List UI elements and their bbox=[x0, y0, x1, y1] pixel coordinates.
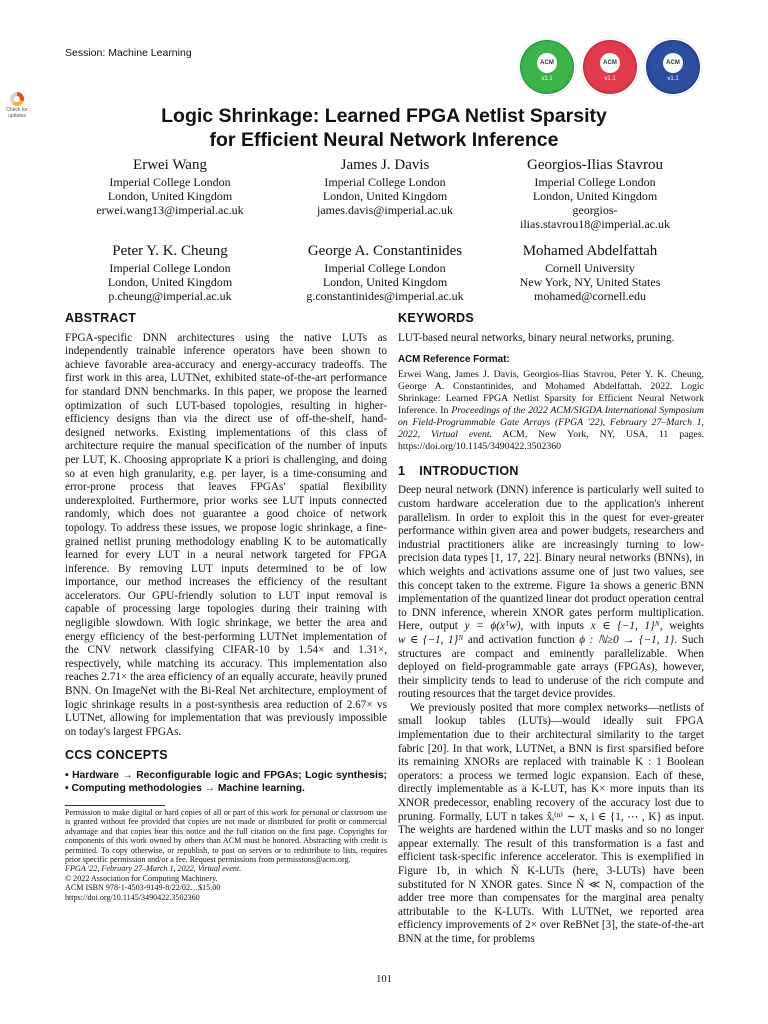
author-affiliation: Imperial College London bbox=[109, 175, 231, 189]
acm-seal-icon: ACM bbox=[663, 53, 683, 73]
equation-activation: ϕ : ℕ≥0 → {−1, 1} bbox=[579, 633, 675, 646]
results-reproduced-badge bbox=[644, 38, 702, 96]
author-block bbox=[480, 156, 710, 231]
author-affiliation: Imperial College London bbox=[534, 175, 656, 189]
keywords-heading: KEYWORDS bbox=[398, 311, 475, 325]
artifacts-functional-badge bbox=[581, 38, 639, 96]
author-name: Georgios-Ilias Stavrou bbox=[527, 157, 663, 173]
abstract-heading: ABSTRACT bbox=[65, 311, 137, 325]
footnote-divider bbox=[65, 805, 165, 806]
venue-line: FPGA '22, February 27–March 1, 2022, Virtual event. bbox=[65, 864, 242, 874]
acm-reference-plain: Erwei Wang, James J. Davis, Georgios-Ilias Stavrou, Peter Y. K. Cheung, George A. Constantinides, and Mohamed Abdelfattah. 2022. Logic Shrinkage: Learned FPGA Netlist Sparsity for Efficient Neural Network Inference. In bbox=[398, 368, 704, 416]
ccs-text: • Hardware → Reconfigurable logic and FPGAs; Logic synthesis; • Computing methodologies → Machine learning. bbox=[65, 770, 387, 794]
right-column bbox=[398, 312, 704, 947]
session-label: Session: Machine Learning bbox=[65, 47, 192, 59]
copyright-line: © 2022 Association for Computing Machinery. bbox=[65, 873, 218, 883]
badge-version: v1.1 bbox=[541, 75, 553, 82]
author-affiliation: Imperial College London bbox=[324, 261, 446, 275]
author-email[interactable]: erwei.wang13@imperial.ac.uk bbox=[96, 203, 244, 217]
check-updates-line1: Check for bbox=[6, 107, 28, 113]
author-location: London, United Kingdom bbox=[532, 189, 658, 203]
acm-seal-icon: ACM bbox=[537, 53, 557, 73]
author-block bbox=[270, 156, 500, 217]
badge-version: v1.1 bbox=[667, 75, 679, 82]
artifacts-available-badge bbox=[518, 38, 576, 96]
acm-reference-venue: Proceedings of the 2022 ACM/SIGDA International Symposium on Field-Programmable Gate Arrays (FPGA '22), February 27–March 1, 2022, Virtual event. bbox=[398, 404, 704, 440]
author-email[interactable]: p.cheung@imperial.ac.uk bbox=[108, 289, 232, 303]
intro-p1-text-e: . Such structures are compact and eminently parallelizable. When deployed on field-programmable gate arrays (FPGAs), however, their simplicity tends to lead to underuse of the rich compute and routing resources that the target device provides. bbox=[398, 633, 704, 701]
title-line-2: for Efficient Neural Network Inference bbox=[209, 129, 559, 151]
left-column bbox=[65, 312, 387, 795]
intro-paragraph-2: We previously posited that more complex networks—netlists of small lookup tables (LUTs)—would ideally suit FPGA implementation due to their architectural similarity to the target fabric [20]. In that work, LUTNet, a BNN is first sparsified before its remaining XNORs are replaced with trainable K : 1 Boolean operators: a process we termed logic expansion. Each of these, directly implementable as a K-LUT, has K× more inputs than its XNOR predecessor, enabling recovery of the accuracy lost due to pruning. Formally, LUT n takes x̂ᵢ⁽ⁿ⁾ ∼ x, i ∈ {1, ⋯ , K} as input. The weights are hardened within the LUT masks and so no longer appear externally. The result of this transformation is a fast and efficient task-specific inference accelerator. This is exemplified in Figure 1b, in which Ñ K-LUTs (here, 3-LUTs) have been substituted for N XNOR gates. Since Ñ ≪ N, compaction of the adder tree more than compensates for the marginal area penalty attributable to the K-LUTs. With LUTNet, we reported area efficiency improvements of 2× over ReBNet [3], the state-of-the-art BNN at the time, for problems bbox=[398, 701, 704, 945]
section-number: 1 bbox=[398, 463, 406, 478]
equation-weights: w ∈ {−1, 1}ᴺ bbox=[398, 633, 464, 646]
author-email[interactable]: georgios- bbox=[572, 203, 618, 217]
ccs-heading: CCS CONCEPTS bbox=[65, 748, 168, 763]
section-title: INTRODUCTION bbox=[419, 463, 519, 478]
isbn-line: ACM ISBN 978-1-4503-9149-8/22/02…$15.00 bbox=[65, 883, 221, 893]
acm-reference-heading: ACM Reference Format: bbox=[398, 354, 510, 366]
author-email[interactable]: g.constantinides@imperial.ac.uk bbox=[306, 289, 464, 303]
author-block bbox=[475, 242, 705, 303]
author-block bbox=[55, 156, 285, 217]
author-name: Mohamed Abdelfattah bbox=[522, 243, 658, 259]
author-name: Peter Y. K. Cheung bbox=[112, 243, 228, 259]
author-block bbox=[55, 242, 285, 303]
acm-reference-doi[interactable]: ACM, New York, NY, USA, 11 pages. https://doi.org/10.1145/3490422.3502360 bbox=[398, 428, 704, 452]
intro-p1-text-c: , weights bbox=[659, 620, 704, 633]
equation-output: y = ϕ(xᵀw) bbox=[464, 620, 521, 633]
badge-version: v1.1 bbox=[604, 75, 616, 82]
author-affiliation: Imperial College London bbox=[109, 261, 231, 275]
intro-paragraph-1 bbox=[398, 484, 704, 702]
page-number: 101 bbox=[376, 974, 392, 985]
author-email[interactable]: mohamed@cornell.edu bbox=[533, 289, 646, 303]
abstract-text: FPGA-specific DNN architectures using the native LUTs as independently trainable inference operators have been shown to achieve favorable area-accuracy and energy-accuracy tradeoffs. The first work in this area, LUTNet, exhibited state-of-the-art performance for standard DNN benchmarks. In this paper, we propose the learned optimization of such LUT-based topologies, resulting in higher-efficiency designs than via the direct use of off-the-shelf, hand-designed networks. Existing implementations of this class of architecture require the manual specification of the number of inputs per LUT, K. Choosing appropriate K a priori is challenging, and doing so at even high granularity, e.g. per layer, is a time-consuming and error-prone process that leaves FPGAs' spatial flexibility underexploited. Furthermore, prior works see LUT inputs connected randomly, which does not guarantee a good choice of network topology. To address these issues, we propose logic shrinkage, a fine-grained netlist pruning methodology enabling K to be automatically learned for every LUT in a neural network targeted for FPGA inference. By removing LUT inputs determined to be of low importance, our method increases the efficiency of the resultant accelerators. Our GPU-friendly solution to LUT input removal is capable of processing large topologies during their training with negligible slowdown. With logic shrinkage, we better the area and energy efficiency of the best-performing LUTNet implementation of the CNV network classifying CIFAR-10 by 1.54× and 1.31×, respectively, while matching its accuracy. This implementation also reaches 2.71× the area efficiency of an equally accurate, heavily pruned BNN. On ImageNet with the Bi-Real Net architecture, employment of logic shrinkage results in a post-synthesis area reduction of 2.67× vs LUTNet, allowing for implementation that was previously impossible on today's largest FPGAs. bbox=[65, 331, 387, 738]
author-location: New York, NY, United States bbox=[519, 275, 661, 289]
author-name: George A. Constantinides bbox=[307, 243, 463, 259]
author-location: London, United Kingdom bbox=[107, 275, 233, 289]
intro-p1-text-d: and activation function bbox=[463, 633, 580, 646]
keywords-text: LUT-based neural networks, binary neural networks, pruning. bbox=[398, 331, 675, 344]
check-updates-line2: updates bbox=[8, 112, 26, 119]
intro-p1-text-a: Deep neural network (DNN) inference is particularly well suited to custom hardware acceleration due to the application's inherent parallelism. In order to exploit this in the quest for ever-greater performance within given area and power budgets, researchers and industrial practitioners alike are increasingly turning to low-precision data types [1, 17, 22]. Binary neural networks (BNNs), in which weights and activations assume one of just two values, see this concept taken to the extreme. Figure 1a shows a generic BNN implementation of the quantized linear dot product operation central to DNN inference, wherein XNOR gates perform multiplication. Here, output bbox=[398, 484, 704, 633]
author-name: Erwei Wang bbox=[133, 157, 207, 173]
permission-notice: Permission to make digital or hard copies of all or part of this work for personal or classroom use is granted without fee provided that copies are not made or distributed for profit or commercial advantage and that copies bear this notice and the full citation on the first page. Copyrights for components of this work owned by others than ACM must be honored. Abstracting with credit is permitted. To copy otherwise, or republish, to post on servers or to redistribute to lists, requires prior specific permission and/or a fee. Request permissions from permissions@acm.org. bbox=[65, 808, 387, 865]
author-affiliation: Cornell University bbox=[545, 261, 635, 275]
introduction-heading bbox=[398, 465, 704, 479]
paper-title bbox=[0, 104, 768, 152]
doi-link[interactable]: https://doi.org/10.1145/3490422.3502360 bbox=[65, 892, 200, 902]
acm-reference-text bbox=[398, 369, 704, 453]
title-line-1: Logic Shrinkage: Learned FPGA Netlist Sparsity bbox=[161, 105, 607, 127]
intro-p1-text-b: , with inputs bbox=[520, 620, 591, 633]
author-email[interactable]: ilias.stavrou18@imperial.ac.uk bbox=[519, 217, 670, 231]
author-affiliation: Imperial College London bbox=[324, 175, 446, 189]
copyright-footnote bbox=[65, 808, 387, 902]
author-email[interactable]: james.davis@imperial.ac.uk bbox=[316, 203, 453, 217]
author-location: London, United Kingdom bbox=[107, 189, 233, 203]
author-name: James J. Davis bbox=[340, 157, 430, 173]
author-location: London, United Kingdom bbox=[322, 189, 448, 203]
acm-seal-icon: ACM bbox=[600, 53, 620, 73]
equation-inputs: x ∈ {−1, 1}ᴺ bbox=[590, 620, 660, 633]
author-location: London, United Kingdom bbox=[322, 275, 448, 289]
